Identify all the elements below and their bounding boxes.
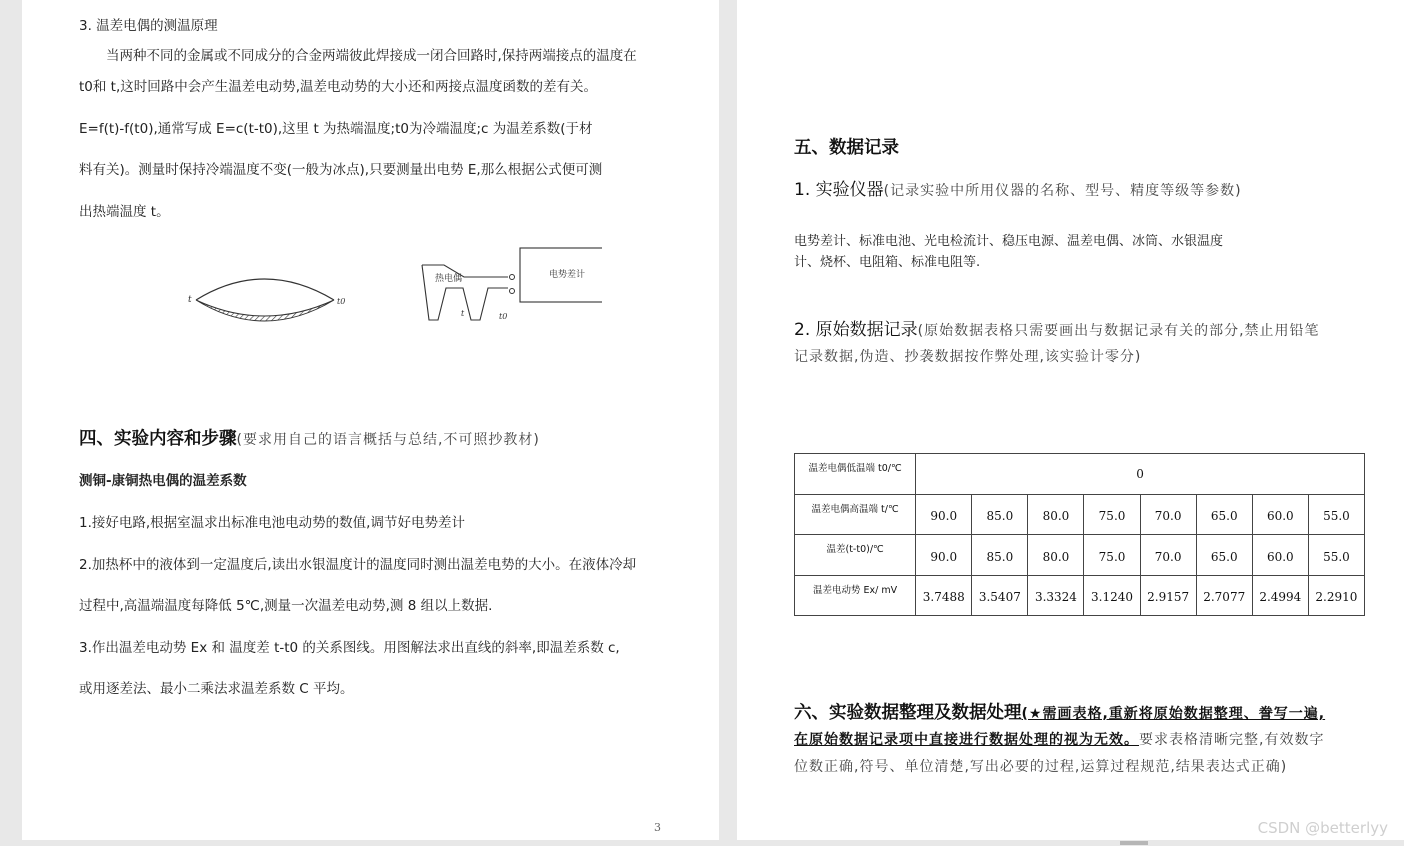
emf-cell: 2.2910 bbox=[1308, 575, 1364, 616]
instruments-line1: 电势差计、标准电池、光电检流计、稳压电源、温差电偶、冰筒、水银温度 bbox=[794, 234, 1224, 249]
row-label-emf: 温差电动势 Ex/ mV bbox=[795, 575, 916, 616]
section-4-title: 四、实验内容和步骤 bbox=[79, 429, 237, 449]
item-1-note: (记录实验中所用仪器的名称、型号、精度等级等参数) bbox=[883, 183, 1242, 199]
label-potentiometer: 电势差计 bbox=[549, 270, 586, 280]
label-t-right: t bbox=[461, 309, 465, 318]
step-3-line1: 3.作出温差电动势 Ex 和 温度差 t-t0 的关系图线。用图解法求出直线的斜率,即温差系数 c, bbox=[79, 640, 620, 656]
temp-diff-cell: 65.0 bbox=[1196, 535, 1252, 576]
emf-cell: 2.9157 bbox=[1140, 575, 1196, 616]
table-row-low-temp bbox=[795, 454, 1365, 495]
label-t0-left: t0 bbox=[337, 297, 346, 306]
section-6-note-bold-2: 在原始数据记录项中直接进行数据处理的视为无效。 bbox=[794, 732, 1139, 748]
item-2-note-line1: (原始数据表格只需要画出与数据记录有关的部分,禁止用铅笔 bbox=[917, 323, 1320, 339]
label-t0-right: t0 bbox=[499, 312, 508, 321]
table-row-temp-diff bbox=[795, 535, 1365, 576]
section-6-note-rest-2: 位数正确,符号、单位清楚,写出必要的过程,运算过程规范,结果表达式正确) bbox=[794, 759, 1288, 775]
high-temp-cell: 75.0 bbox=[1084, 494, 1140, 535]
temp-diff-cell: 55.0 bbox=[1308, 535, 1364, 576]
high-temp-cell: 60.0 bbox=[1252, 494, 1308, 535]
high-temp-cell: 90.0 bbox=[916, 494, 972, 535]
terminal-bottom bbox=[510, 289, 515, 294]
label-thermocouple: 热电偶 bbox=[435, 274, 463, 284]
thermocouple-loop-lower bbox=[196, 300, 334, 321]
section-6-title: 六、实验数据整理及数据处理 bbox=[794, 703, 1022, 723]
step-2-line1: 2.加热杯中的液体到一定温度后,读出水银温度计的温度同时测出温差电势的大小。在液体冷却 bbox=[79, 557, 637, 573]
high-temp-cell: 85.0 bbox=[972, 494, 1028, 535]
high-temp-cell: 65.0 bbox=[1196, 494, 1252, 535]
temp-diff-cell: 90.0 bbox=[916, 535, 972, 576]
formula-line2: 料有关)。测量时保持冷端温度不变(一般为冰点),只要测量出电势 E,那么根据公式便可测 bbox=[79, 162, 603, 178]
document-page-left bbox=[22, 0, 719, 846]
row-label-temp-diff: 温差(t-t0)/℃ bbox=[795, 535, 916, 576]
section-6-heading bbox=[794, 703, 1325, 724]
item-2-note-line2: 记录数据,伪造、抄袭数据按作弊处理,该实验计零分) bbox=[794, 349, 1142, 365]
temp-diff-cell: 85.0 bbox=[972, 535, 1028, 576]
item-2-title: 2. 原始数据记录 bbox=[794, 320, 918, 340]
row-label-high-temp: 温差电偶高温端 t/℃ bbox=[795, 494, 916, 535]
emf-cell: 3.3324 bbox=[1028, 575, 1084, 616]
heading-measurement-principle: 3. 温差电偶的测温原理 bbox=[79, 18, 218, 34]
emf-cell: 3.5407 bbox=[972, 575, 1028, 616]
formula-line1: E=f(t)-f(t0),通常写成 E=c(t-t0),这里 t 为热端温度;t0为冷端温度;c 为温差系数(于材 bbox=[79, 121, 593, 137]
thermocouple-loop-upper bbox=[196, 279, 334, 300]
emf-cell: 2.4994 bbox=[1252, 575, 1308, 616]
emf-cell: 3.1240 bbox=[1084, 575, 1140, 616]
high-temp-cell: 70.0 bbox=[1140, 494, 1196, 535]
item-1-heading bbox=[794, 180, 1242, 200]
formula-line3: 出热端温度 t。 bbox=[79, 204, 170, 220]
label-t-left: t bbox=[188, 295, 192, 305]
paragraph-principle-line2: t0和 t,这时回路中会产生温差电动势,温差电动势的大小还和两接点温度函数的差有关。 bbox=[79, 79, 598, 95]
scrollbar-thumb[interactable] bbox=[1120, 841, 1148, 845]
high-temp-cell: 55.0 bbox=[1308, 494, 1364, 535]
row-label-low-temp: 温差电偶低温端 t0/℃ bbox=[795, 454, 916, 495]
instruments-line2: 计、烧杯、电阻箱、标准电阻等. bbox=[794, 255, 981, 270]
low-temp-value: 0 bbox=[916, 454, 1365, 495]
section-4-heading bbox=[79, 429, 540, 450]
section-6-note-bold-1: (★需画表格,重新将原始数据整理、誊写一遍, bbox=[1021, 706, 1326, 722]
table-row-high-temp bbox=[795, 494, 1365, 535]
step-3-line2: 或用逐差法、最小二乘法求温差系数 C 平均。 bbox=[79, 681, 354, 697]
emf-cell: 2.7077 bbox=[1196, 575, 1252, 616]
section-4-note: (要求用自己的语言概括与总结,不可照抄教材) bbox=[236, 432, 540, 448]
high-temp-cell: 80.0 bbox=[1028, 494, 1084, 535]
section-6-note-line2 bbox=[794, 732, 1324, 749]
section-5-title: 五、数据记录 bbox=[794, 138, 899, 158]
emf-cell: 3.7488 bbox=[916, 575, 972, 616]
terminal-top bbox=[510, 275, 515, 280]
temp-diff-cell: 75.0 bbox=[1084, 535, 1140, 576]
paragraph-principle-line1: 当两种不同的金属或不同成分的合金两端彼此焊接成一闭合回路时,保持两端接点的温度在 bbox=[106, 48, 637, 64]
csdn-watermark: CSDN @betterlyy bbox=[1257, 819, 1388, 837]
step-2-line2: 过程中,高温端温度每降低 5℃,测量一次温差电动势,测 8 组以上数据. bbox=[79, 598, 493, 614]
experiment-subtitle: 测铜-康铜热电偶的温差系数 bbox=[79, 473, 247, 489]
page-number: 3 bbox=[654, 821, 661, 834]
temp-diff-cell: 70.0 bbox=[1140, 535, 1196, 576]
step-1: 1.接好电路,根据室温求出标准电池电动势的数值,调节好电势差计 bbox=[79, 515, 465, 531]
section-6-note-rest-1: 要求表格清晰完整,有效数字 bbox=[1139, 732, 1325, 748]
thermocouple-diagram bbox=[182, 240, 602, 330]
temp-diff-cell: 60.0 bbox=[1252, 535, 1308, 576]
raw-data-table bbox=[794, 453, 1365, 616]
temp-diff-cell: 80.0 bbox=[1028, 535, 1084, 576]
item-1-title: 1. 实验仪器 bbox=[794, 180, 884, 200]
horizontal-scrollbar[interactable] bbox=[0, 840, 1404, 846]
table-row-emf bbox=[795, 575, 1365, 616]
item-2-heading bbox=[794, 320, 1320, 340]
document-page-right bbox=[737, 0, 1404, 846]
